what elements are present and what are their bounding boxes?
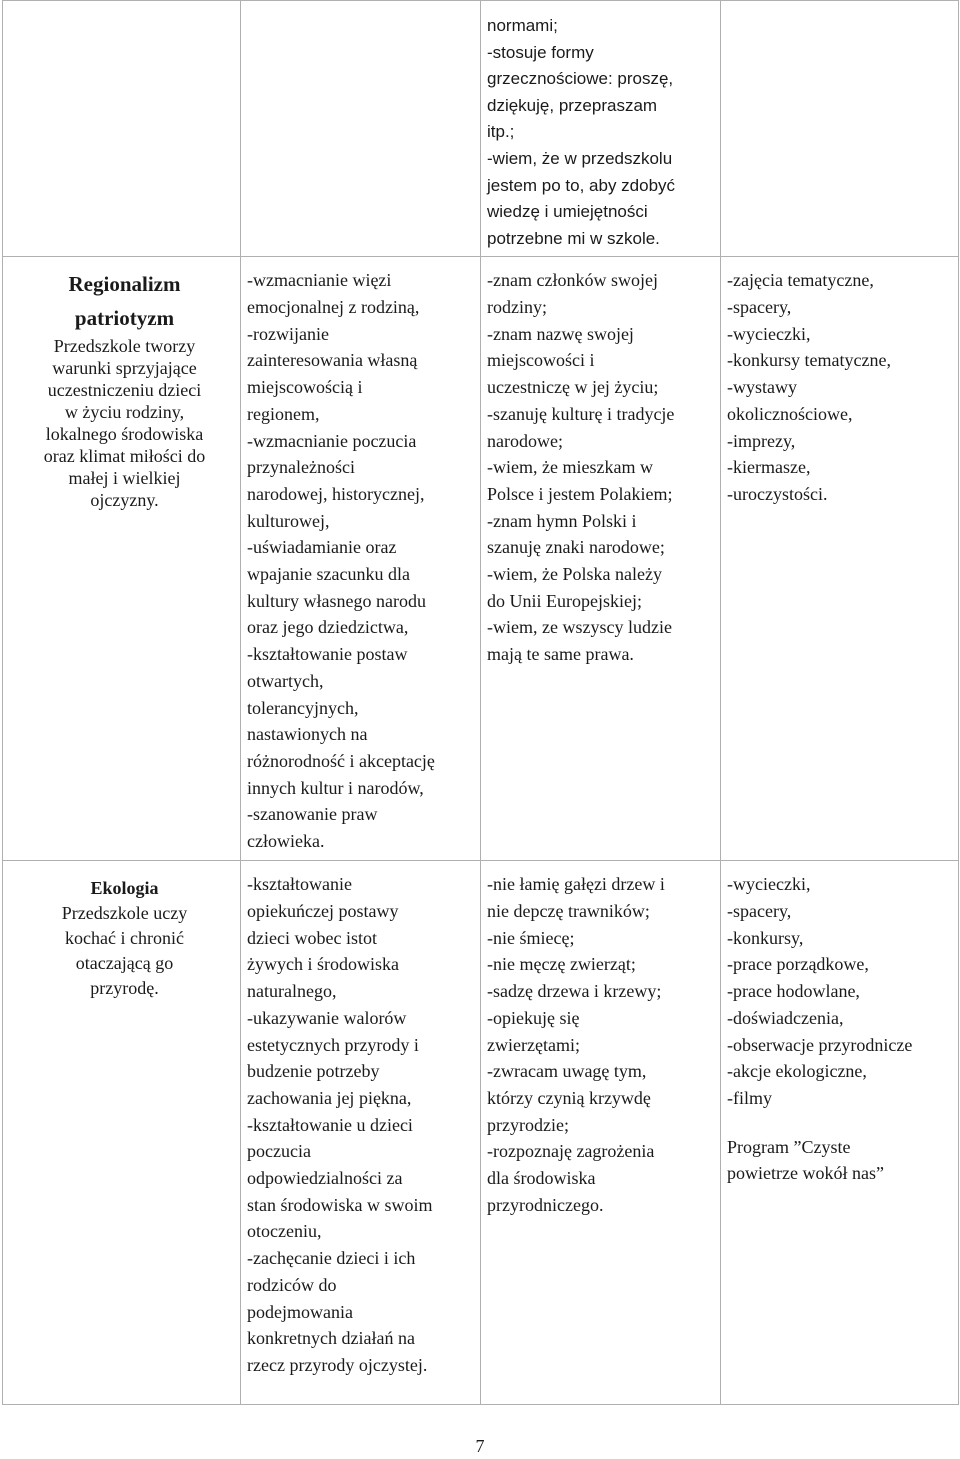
page-number: 7 <box>475 1436 485 1456</box>
table-cell-goals <box>241 1 481 257</box>
outcomes-text: -znam członków swojej rodziny; -znam nazwę swojej miejscowości i uczestniczę w jej życiu; -szanuję kulturę i tradycje narodowe; -wiem, że mieszkam w Polsce i jestem Polakiem; -znam hymn Polski i szanuję znaki narodowe; -wiem, że Polska należy do Unii Europejskiej; -wiem, ze wszyscy ludzie mają te same prawa. <box>487 270 675 665</box>
area-heading: Ekologia <box>90 878 159 899</box>
table-cell-goals <box>241 861 481 1405</box>
table-cell-forms <box>721 1 959 257</box>
area-heading: Regionalizm <box>68 272 181 297</box>
outcomes-text: normami; -stosuje formy grzecznościowe: proszę, dziękuję, przepraszam itp.; -wiem, że w przedszkolu jestem po to, aby zdobyć wiedzę i umiejętności potrzebne mi w szkole. <box>487 16 676 248</box>
goals-text: -wzmacnianie więzi emocjonalnej z rodziną, -rozwijanie zainteresowania własną miejscowością i regionem, -wzmacnianie poczucia przynależności narodowej, historycznej, kulturowej, -uświadamianie oraz wpajanie szacunku dla kultury własnego narodu oraz jego dziedzictwa, -kształtowanie postaw otwartych, tolerancyjnych, nastawionych na różnorodność i akceptację innych kultur i narodów, -szanowanie praw człowieka. <box>247 270 435 852</box>
table-row <box>3 257 959 861</box>
table-cell-forms <box>721 257 959 861</box>
curriculum-table <box>2 0 959 1405</box>
table-cell-area <box>3 861 241 1405</box>
table-cell-outcomes <box>481 257 721 861</box>
area-heading-secondary: patriotyzm <box>74 306 175 331</box>
forms-text: -wycieczki, -spacery, -konkursy, -prace porządkowe, -prace hodowlane, -doświadczenia, -obserwacje przyrodnicze -akcje ekologiczne, -filmy <box>727 874 913 1108</box>
goals-text: -kształtowanie opiekuńczej postawy dzieci wobec istot żywych i środowiska naturalnego, -ukazywanie walorów estetycznych przyrody i budzenie potrzeby zachowania jej piękna, -kształtowanie u dzieci poczucia odpowiedzialności za stan środowiska w swoim otoczeniu, -zachęcanie dzieci i ich rodziców do podejmowania konkretnych działań na rzecz przyrody ojczystej. <box>247 874 433 1375</box>
forms-text: -zajęcia tematyczne, -spacery, -wycieczki, -konkursy tematyczne, -wystawy okolicznościowe, -imprezy, -kiermasze, -uroczystości. <box>727 270 891 504</box>
table-row <box>3 1 959 257</box>
program-title: Program ”Czyste powietrze wokół nas” <box>727 1136 884 1184</box>
area-description: Przedszkole uczy kochać i chronić otaczającą go przyrodę. <box>61 903 188 999</box>
table-cell-outcomes <box>481 861 721 1405</box>
area-description: Przedszkole tworzy warunki sprzyjające uczestniczeniu dzieci w życiu rodziny, lokalnego środowiska oraz klimat miłości do małej i wielkiej ojczyzny. <box>43 336 206 511</box>
table-cell-forms <box>721 861 959 1405</box>
table-cell-area <box>3 257 241 861</box>
table-row <box>3 861 959 1405</box>
table-cell-area <box>3 1 241 257</box>
table-cell-outcomes <box>481 1 721 257</box>
outcomes-text: -nie łamię gałęzi drzew i nie depczę trawników; -nie śmiecę; -nie męczę zwierząt; -sadzę drzewa i krzewy; -opiekuję się zwierzętami; -zwracam uwagę tym, którzy czynią krzywdę przyrodzie; -rozpoznaję zagrożenia dla środowiska przyrodniczego. <box>487 874 665 1215</box>
table-cell-goals <box>241 257 481 861</box>
